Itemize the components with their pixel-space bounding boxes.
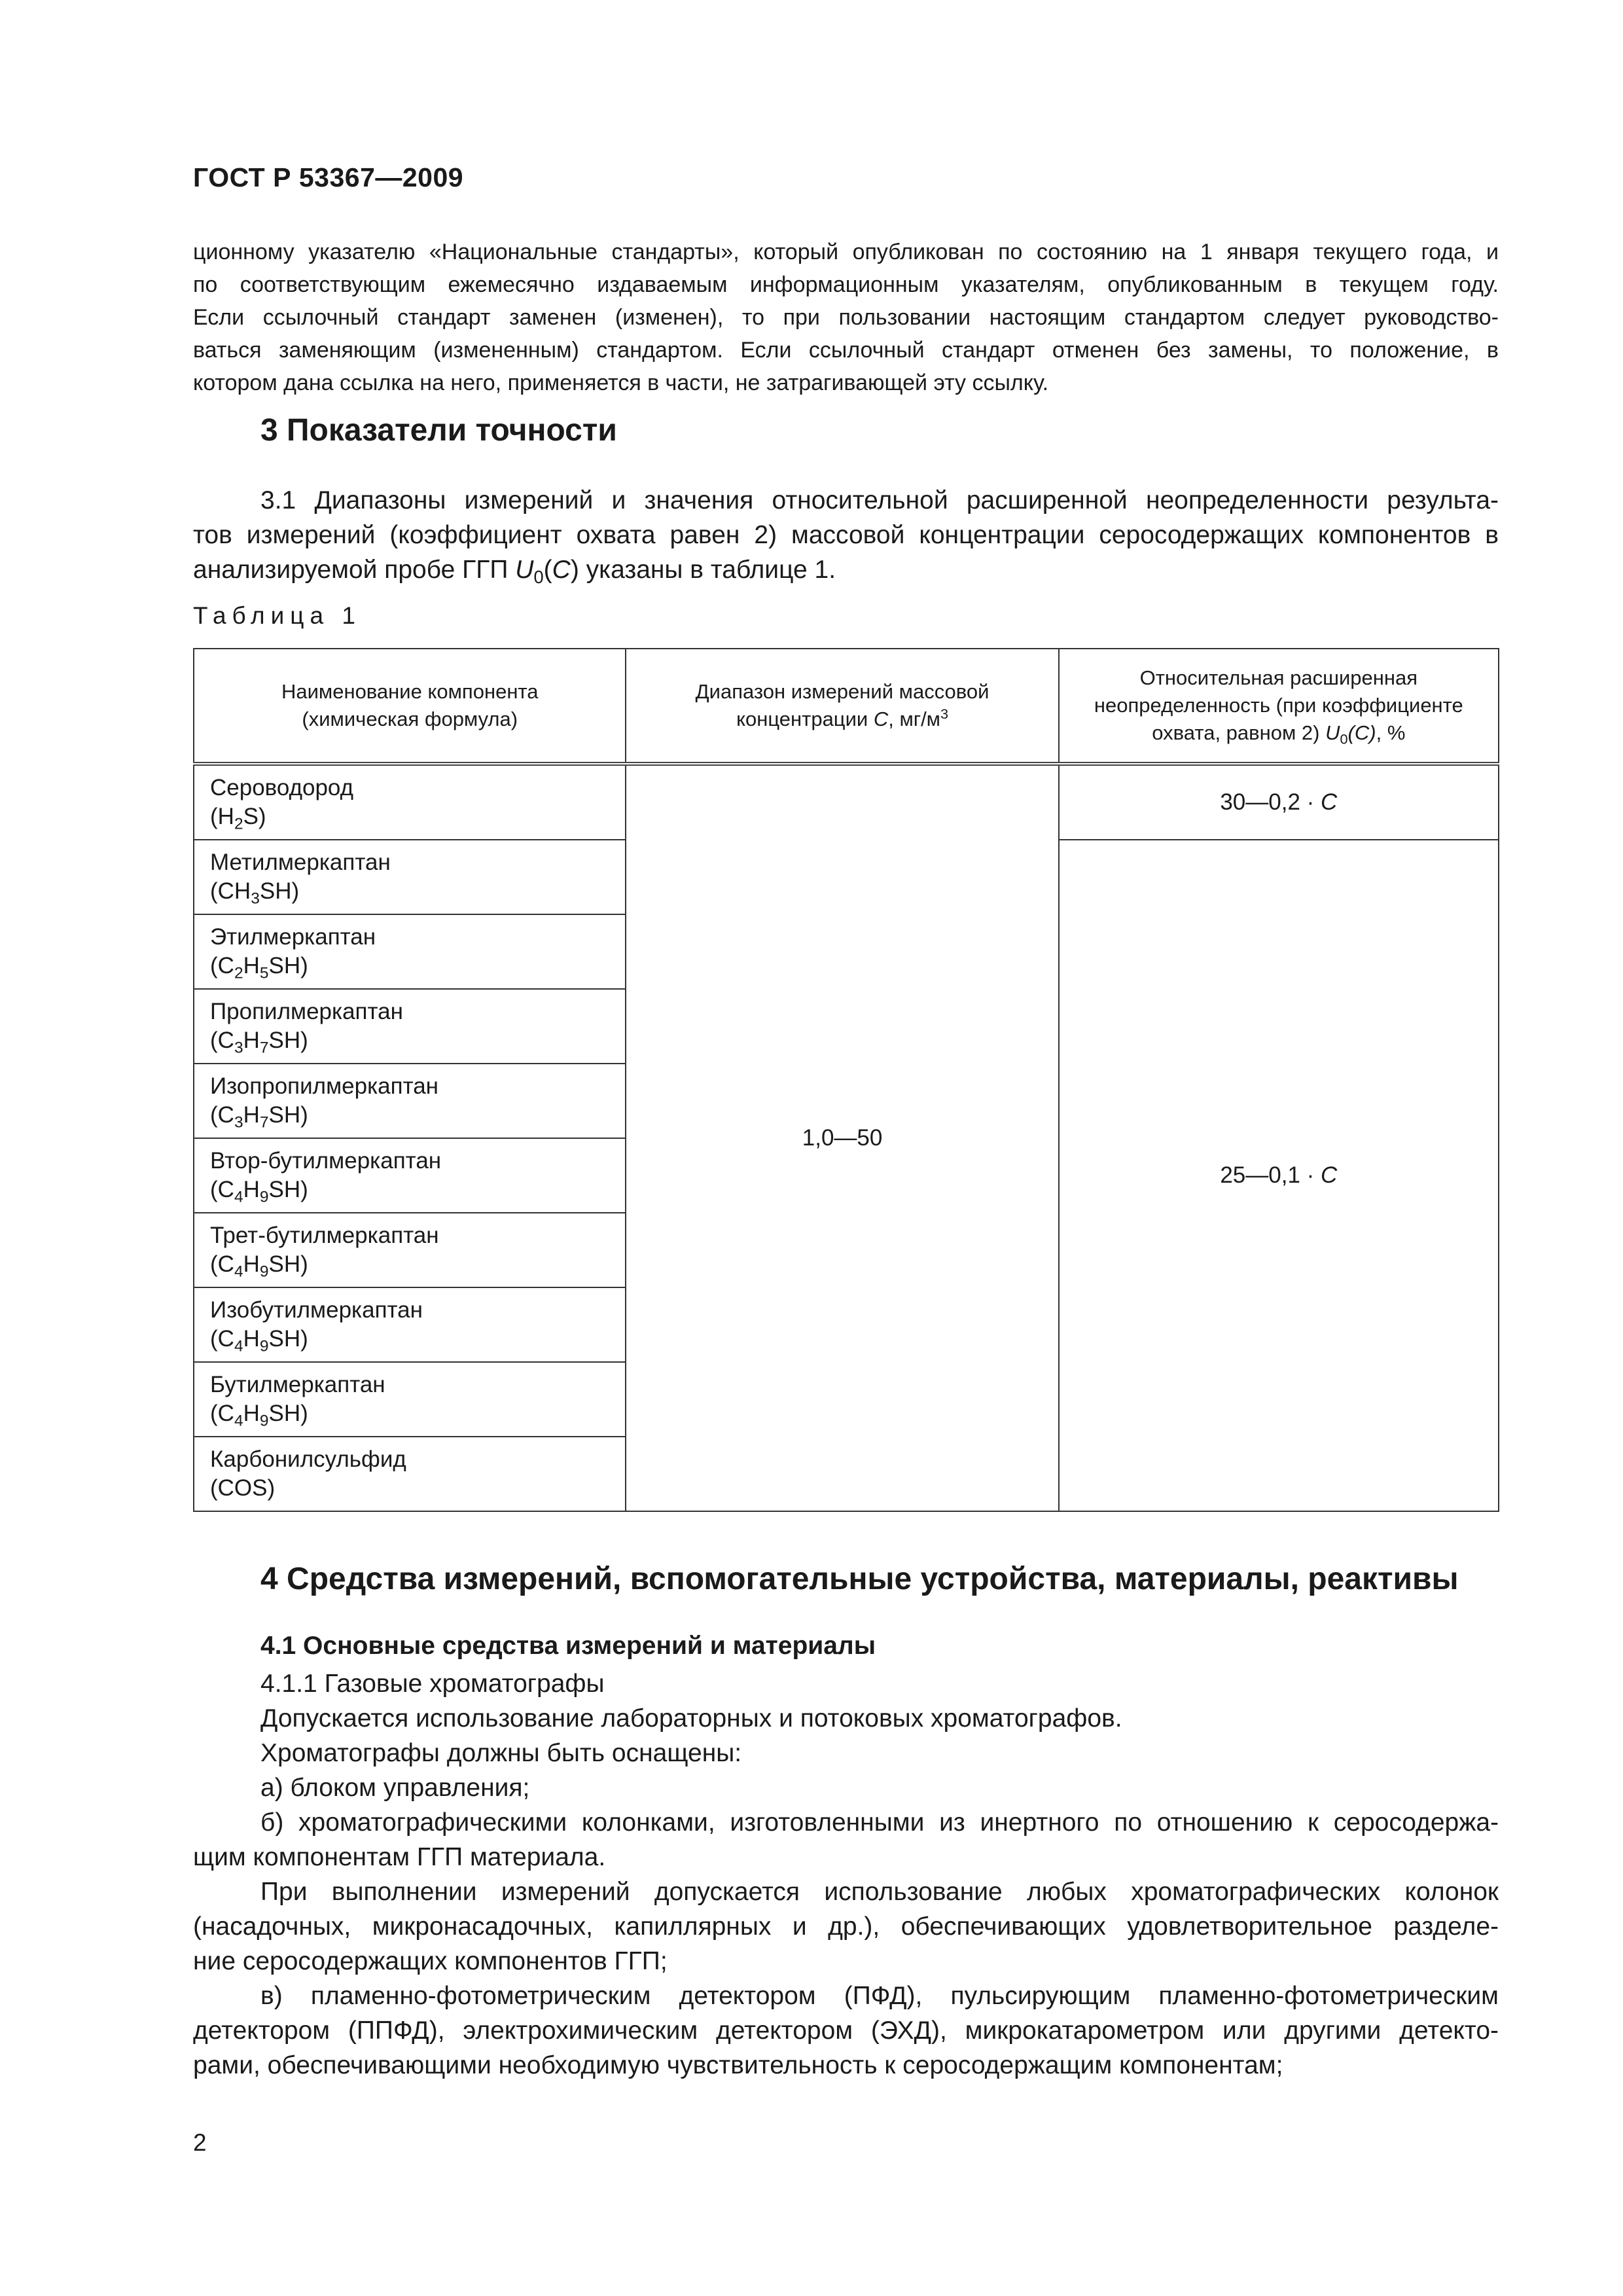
- intro-line: котором дана ссылка на него, применяется в части, не затрагивающей эту ссылку.: [193, 370, 1049, 395]
- component-name: Изобутилмеркаптан: [210, 1297, 423, 1323]
- component-name: Этилмеркаптан: [210, 924, 376, 950]
- component-formula: $(C_3H_7SH)$: [210, 1028, 308, 1057]
- component-name: Трет-бутилмеркаптан: [210, 1223, 439, 1248]
- header-uncertainty: Относительная расширенная неопределенность (при коэффициенте охвата, равном 2) $U_0(C)$, %: [1059, 649, 1499, 764]
- accuracy-table: [193, 648, 1499, 1512]
- page-number: 2: [193, 2129, 207, 2156]
- uncertainty-cell-other: 25—0,1 · C: [1059, 840, 1499, 1511]
- paragraph-line: анализируемой пробе ГГП $U_0(C)$ указаны в таблице 1.: [193, 556, 836, 588]
- component-name: Изопропилмеркаптан: [210, 1073, 439, 1099]
- component-cell: [194, 1213, 626, 1287]
- component-name: Бутилмеркаптан: [210, 1372, 385, 1397]
- range-cell: 1,0—50: [626, 764, 1058, 1511]
- component-formula: $(CH_3SH)$: [210, 878, 300, 908]
- component-formula: $(H_2S)$: [210, 804, 266, 833]
- document-header: ГОСТ Р 53367—2009: [193, 162, 464, 192]
- intro-paragraph: [193, 236, 1499, 399]
- component-formula: $(C_4H_9SH)$: [210, 1326, 308, 1355]
- paragraph-line: а) блоком управления;: [260, 1774, 530, 1802]
- section-3-heading: 3 Показатели точности: [260, 413, 617, 448]
- section-4-heading: 4 Средства измерений, вспомогательные устройства, материалы, реактивы: [260, 1562, 1459, 1596]
- paragraph-line: ние серосодержащих компонентов ГГП;: [193, 1947, 668, 1975]
- table-row: [194, 764, 1499, 840]
- component-cell: [194, 1138, 626, 1213]
- paragraph-line: рами, обеспечивающими необходимую чувствительность к серосодержащим компонентам;: [193, 2051, 1283, 2079]
- paragraph-line: б) хроматографическими колонками, изготовленными из инертного по отношению к серосодержа-: [260, 1808, 1499, 1837]
- table-header-row: [194, 649, 1499, 764]
- component-cell: [194, 1287, 626, 1362]
- component-cell: [194, 1437, 626, 1511]
- component-cell: [194, 914, 626, 989]
- paragraph-line: в) пламенно-фотометрическим детектором (ПФД), пульсирующим пламенно-фотометрическим: [260, 1982, 1499, 2010]
- component-cell: [194, 1064, 626, 1138]
- paragraph-line: детектором (ППФД), электрохимическим детектором (ЭХД), микрокатарометром или другими детекто-: [193, 2017, 1499, 2045]
- component-cell: [194, 989, 626, 1064]
- paragraph-line: щим компонентам ГГП материала.: [193, 1843, 606, 1871]
- component-name: Пропилмеркаптан: [210, 999, 403, 1024]
- component-cell: [194, 764, 626, 840]
- component-name: Метилмеркаптан: [210, 850, 391, 875]
- header-component: Наименование компонента (химическая формула): [194, 649, 626, 764]
- component-cell: [194, 840, 626, 914]
- intro-line: Если ссылочный стандарт заменен (изменен), то при пользовании настоящим стандартом следует руководство-: [193, 305, 1499, 330]
- component-formula: (COS): [210, 1475, 276, 1501]
- component-formula: $(C_4H_9SH)$: [210, 1251, 308, 1281]
- component-formula: $(C_3H_7SH)$: [210, 1102, 308, 1132]
- component-formula: $(C_4H_9SH)$: [210, 1401, 308, 1430]
- section-3-1-paragraph: [193, 483, 1499, 587]
- component-cell: [194, 1362, 626, 1437]
- paragraph-line: Хроматографы должны быть оснащены:: [260, 1739, 742, 1767]
- paragraph-line: 3.1 Диапазоны измерений и значения относительной расширенной неопределенности результа-: [260, 486, 1499, 514]
- table-caption: Таблица 1: [193, 602, 361, 629]
- intro-line: по соответствующим ежемесячно издаваемым информационным указателям, опубликованным в текущем году.: [193, 272, 1499, 297]
- header-range: Диапазон измерений массовой концентрации C, $мг/м^3$: [626, 649, 1058, 764]
- component-formula: $(C_2H_5SH)$: [210, 953, 308, 982]
- intro-line: ционному указателю «Национальные стандарты», который опубликован по состоянию на 1 января текущего года, и: [193, 240, 1499, 264]
- uncertainty-cell-h2s: 30—0,2 · C: [1059, 764, 1499, 840]
- paragraph-line: 4.1.1 Газовые хроматографы: [260, 1670, 605, 1698]
- component-formula: $(C_4H_9SH)$: [210, 1177, 308, 1206]
- paragraph-line: При выполнении измерений допускается использование любых хроматографических колонок: [260, 1878, 1499, 1906]
- paragraph-line: тов измерений (коэффициент охвата равен 2) массовой концентрации серосодержащих компонентов в: [193, 521, 1499, 549]
- paragraph-line: Допускается использование лабораторных и потоковых хроматографов.: [260, 1704, 1122, 1732]
- section-4-1-heading: 4.1 Основные средства измерений и материалы: [260, 1632, 876, 1660]
- paragraph-line: (насадочных, микронасадочных, капиллярных и др.), обеспечивающих удовлетворительное разделе-: [193, 1912, 1499, 1941]
- component-name: Карбонилсульфид: [210, 1446, 406, 1472]
- section-4-body: [193, 1666, 1499, 2083]
- intro-line: ваться заменяющим (измененным) стандартом. Если ссылочный стандарт отменен без замены, то положение, в: [193, 338, 1499, 363]
- component-name: Втор-бутилмеркаптан: [210, 1148, 442, 1174]
- component-name: Сероводород: [210, 775, 354, 800]
